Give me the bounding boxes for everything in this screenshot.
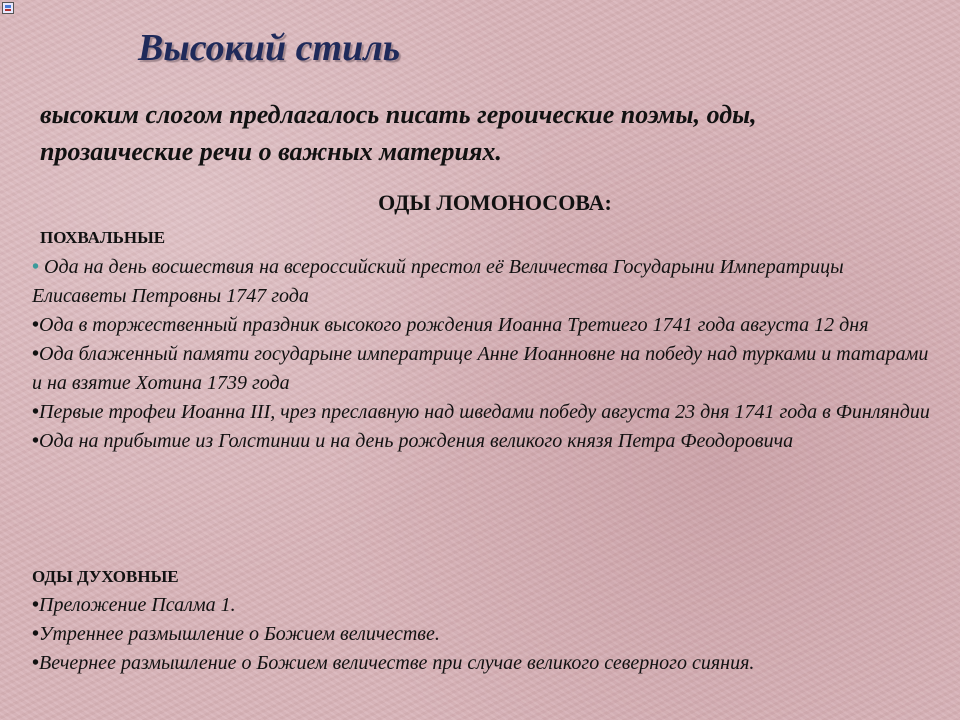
spiritual-list — [32, 591, 942, 678]
praise-heading: ПОХВАЛЬНЫЕ — [40, 228, 166, 247]
list-item-text: Ода блаженный памяти государыне императрице Анне Иоанновне на победу над турками и татарами и на взятие Хотина 1739 года — [32, 343, 929, 394]
list-item — [32, 311, 942, 340]
slide-title: Высокий стиль — [138, 27, 401, 69]
list-item — [32, 649, 942, 678]
list-item-text: Вечернее размышление о Божием величестве при случае великого северного сияния. — [39, 652, 755, 674]
list-item-text: Ода на прибытие из Голстинии и на день рождения великого князя Петра Феодоровича — [39, 430, 794, 452]
list-item-text: Ода в торжественный праздник высокого рождения Иоанна Третиего 1741 года августа 12 дня — [39, 314, 869, 336]
odes-heading: ОДЫ ЛОМОНОСОВА: — [378, 190, 612, 215]
slide-icon — [2, 2, 14, 14]
bullet-icon: • — [32, 343, 40, 365]
bullet-icon: • — [32, 256, 40, 278]
bullet-icon: • — [32, 594, 40, 616]
bullet-icon: • — [32, 652, 40, 674]
list-item — [32, 340, 942, 398]
spiritual-heading: ОДЫ ДУХОВНЫЕ — [32, 567, 179, 586]
list-item-text: Преложение Псалма 1. — [39, 594, 236, 616]
praise-list — [32, 253, 942, 456]
list-item-text: Ода на день восшествия на всероссийский престол её Величества Государыни Императрицы Елисаветы Петровны 1747 года — [32, 256, 844, 307]
list-item — [32, 427, 942, 456]
list-item-text: Первые трофеи Иоанна III, чрез преславную над шведами победу августа 23 дня 1741 года в Финляндии — [39, 401, 930, 423]
list-item — [32, 620, 942, 649]
list-item-text: Утреннее размышление о Божием величестве. — [39, 623, 440, 645]
list-item — [32, 591, 942, 620]
bullet-icon: • — [32, 430, 40, 452]
list-item — [32, 253, 942, 311]
bullet-icon: • — [32, 314, 40, 336]
bullet-icon: • — [32, 623, 40, 645]
intro-text: высоким слогом предлагалось писать героические поэмы, оды, прозаические речи о важных материях. — [40, 100, 757, 166]
list-item — [32, 398, 942, 427]
bullet-icon: • — [32, 401, 40, 423]
